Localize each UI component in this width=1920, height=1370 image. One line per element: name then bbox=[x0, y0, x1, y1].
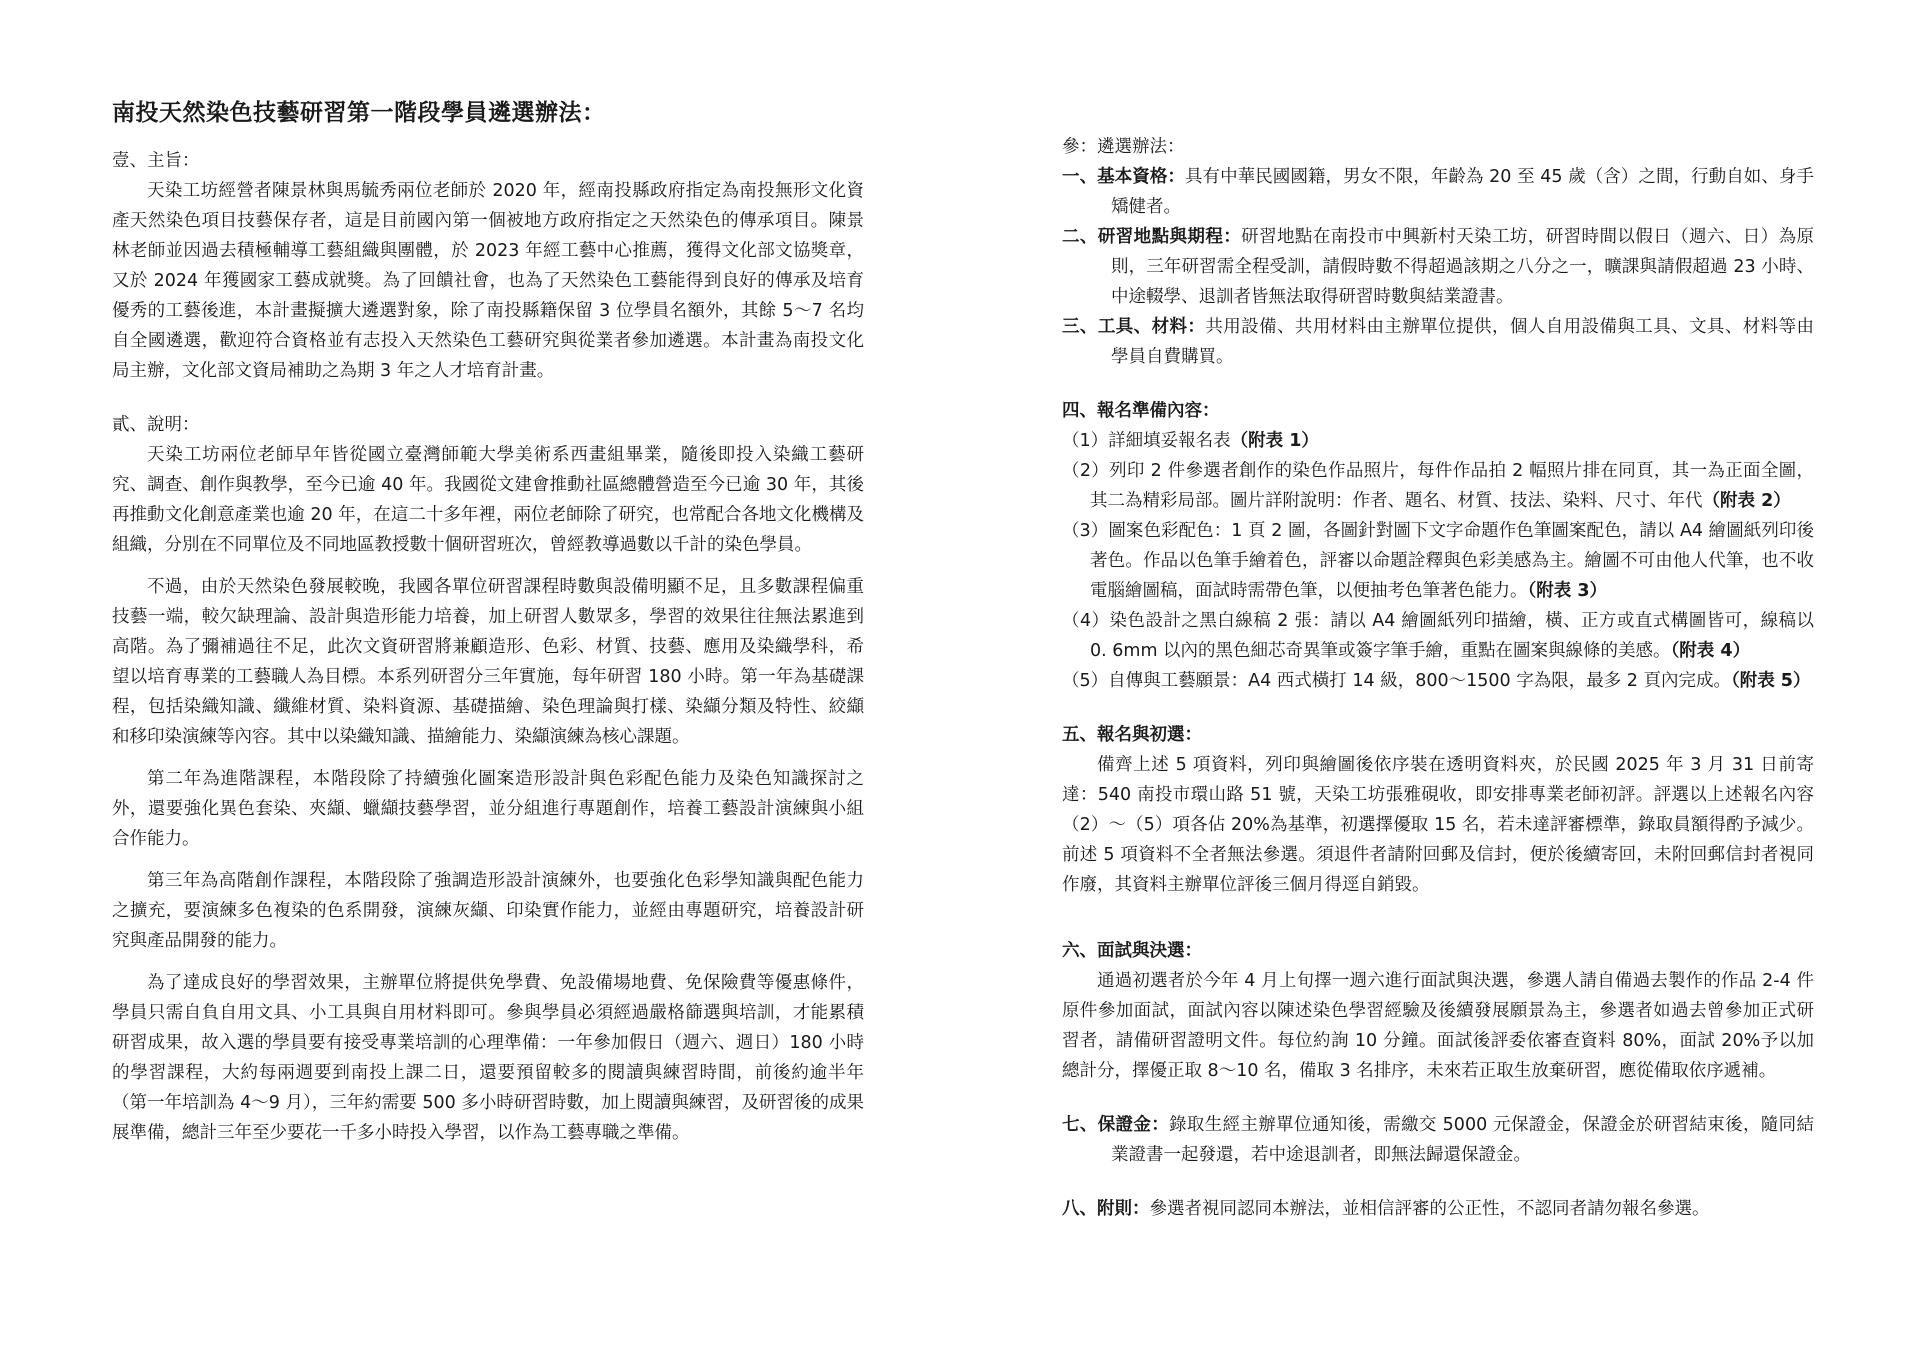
section8-label: 八、附則： bbox=[1062, 1199, 1150, 1219]
document-title: 南投天然染色技藝研習第一階段學員遴選辦法： bbox=[112, 100, 606, 126]
section4-item-attachment: （附表 4） bbox=[1670, 641, 1751, 661]
section5-body: 備齊上述 5 項資料，列印與繪圖後依序裝在透明資料夾，於民國 2025 年 3 月 31 日前寄達：540 南投市環山路 51 號，天染工坊張雅硯收，即安排專業老師初評。評選以上述報名內容（2）～（5）項各佔 20%為基準，初選擇優取 15 名，若未達評審標準，錄取員額得酌予減少。前述 5 項資料不全者無法參選。須退件者請附回郵及信封，便於後續寄回，未附回郵信封者視同作廢，其資料主辦單位評後三個月得逕自銷毀。 bbox=[1062, 755, 1814, 895]
section3-item bbox=[1062, 312, 1814, 372]
section2-paragraph: 為了達成良好的學習效果，主辦單位將提供免學費、免設備場地費、免保險費等優惠條件，學員只需自負自用文具、小工具與自用材料即可。參與學員必須經過嚴格篩選與培訓，才能累積研習成果，故入選的學員要有接受專業培訓的心理準備：一年參加假日（週六、週日）180 小時的學習課程，大約每兩週要到南投上課二日，還要預留較多的閱讀與練習時間，前後約逾半年（第一年培訓為 4～9 月），三年約需要 500 多小時研習時數，加上閱讀與練習，及研習後的成果展準備，總計三年至少要花一千多小時投入學習，以作為工藝專職之準備。 bbox=[112, 973, 864, 1143]
section3-item-text: 研習地點在南投市中興新村天染工坊，研習時間以假日（週六、日）為原則，三年研習需全程受訓，請假時數不得超過該期之八分之一，曠課與請假超過 23 小時、中途輟學、退訓者皆無法取得研習時數與結業證書。 bbox=[1111, 227, 1815, 307]
section7-label: 七、保證金： bbox=[1062, 1115, 1170, 1135]
section8-item bbox=[1062, 1194, 1814, 1224]
section4-item bbox=[1062, 516, 1814, 606]
section4-item-attachment: （附表 5） bbox=[1730, 671, 1811, 691]
spacer bbox=[1062, 696, 1814, 720]
section4-item-attachment: （附表 2） bbox=[1702, 491, 1791, 511]
section1-heading: 壹、主旨： bbox=[112, 151, 200, 171]
section3-item-label: 二、研習地點與期程： bbox=[1062, 227, 1242, 247]
section7-text: 錄取生經主辦單位通知後，需繳交 5000 元保證金，保證金於研習結束後，隨同結業證書一起發還，若中途退訓者，即無法歸還保證金。 bbox=[1111, 1115, 1814, 1165]
section4-item bbox=[1062, 606, 1814, 666]
section4-item-text: （4）染色設計之黑白線稿 2 張：請以 A4 繪圖紙列印描繪，橫、正方或直式構圖皆可，線稿以 0. 6mm 以內的黑色細芯奇異筆或簽字筆手繪，重點在圖案與線條的美感。 bbox=[1062, 611, 1814, 661]
section4-heading: 四、報名準備內容： bbox=[1062, 401, 1220, 421]
section4-item-text: （5）自傳與工藝願景：A4 西式橫打 14 級，800～1500 字為限，最多 2 頁內完成。 bbox=[1062, 671, 1731, 691]
section3-item-label: 一、基本資格： bbox=[1062, 167, 1185, 187]
section5-heading: 五、報名與初選： bbox=[1062, 725, 1202, 745]
spacer bbox=[112, 398, 864, 410]
section4-item-text: （1）詳細填妥報名表 bbox=[1062, 431, 1231, 451]
right-column bbox=[1062, 132, 1814, 1224]
section3-heading: 參：遴選辦法： bbox=[1062, 137, 1185, 157]
spacer bbox=[1062, 372, 1814, 396]
section3-item-text: 具有中華民國國籍，男女不限，年齡為 20 至 45 歲（含）之間，行動自如、身手矯健者。 bbox=[1111, 167, 1814, 217]
section3-item-text: 共用設備、共用材料由主辦單位提供，個人自用設備與工具、文具、材料等由學員自費購買。 bbox=[1111, 317, 1815, 367]
section8-text: 參選者視同認同本辦法，並相信評審的公正性，不認同者請勿報名參選。 bbox=[1149, 1199, 1710, 1219]
spacer bbox=[1062, 1098, 1814, 1110]
section2-paragraph: 不過，由於天然染色發展較晚，我國各單位研習課程時數與設備明顯不足，且多數課程偏重技藝一端，較欠缺理論、設計與造形能力培養，加上研習人數眾多，學習的效果往往無法累進到高階。為了彌補過往不足，此次文資研習將兼顧造形、色彩、材質、技藝、應用及染織學科，希望以培育專業的工藝職人為目標。本系列研習分三年實施，每年研習 180 小時。第一年為基礎課程，包括染織知識、纖維材質、染料資源、基礎描繪、染色理論與打樣、染纈分類及特性、絞纈和移印染演練等內容。其中以染織知識、描繪能力、染纈演練為核心課題。 bbox=[112, 577, 864, 747]
section4-item-text: （2）列印 2 件參選者創作的染色作品照片，每件作品拍 2 幅照片排在同頁，其一為正面全圖，其二為精彩局部。圖片詳附說明：作者、題名、材質、技法、染料、尺寸、年代 bbox=[1062, 461, 1814, 511]
spacer bbox=[1062, 912, 1814, 936]
section4-item bbox=[1062, 456, 1814, 516]
section4-item bbox=[1062, 426, 1814, 456]
left-column bbox=[112, 96, 864, 1160]
section2-heading: 貳、說明： bbox=[112, 415, 200, 435]
section4-item bbox=[1062, 666, 1814, 696]
section7-item bbox=[1062, 1110, 1814, 1170]
spacer bbox=[1062, 1170, 1814, 1194]
section1-body: 天染工坊經營者陳景林與馬毓秀兩位老師於 2020 年，經南投縣政府指定為南投無形文化資產天然染色項目技藝保存者，這是目前國內第一個被地方政府指定之天然染色的傳承項目。陳景林老師並因過去積極輔導工藝組織與團體，於 2023 年經工藝中心推薦，獲得文化部文協獎章，又於 2024 年獲國家工藝成就獎。為了回饋社會，也為了天然染色工藝能得到良好的傳承及培育優秀的工藝後進，本計畫擬擴大遴選對象，除了南投縣籍保留 3 位學員名額外，其餘 5～7 名均自全國遴選，歡迎符合資格並有志投入天然染色工藝研究與從業者參加遴選。本計畫為南投文化局主辦，文化部文資局補助之為期 3 年之人才培育計畫。 bbox=[112, 181, 864, 381]
section2-paragraph: 天染工坊兩位老師早年皆從國立臺灣師範大學美術系西畫組畢業，隨後即投入染織工藝研究、調查、創作與教學，至今已逾 40 年。我國從文建會推動社區總體營造至今已逾 30 年，其後再推動文化創意產業也逾 20 年，在這二十多年裡，兩位老師除了研究，也常配合各地文化機構及組織，分別在不同單位及不同地區教授數十個研習班次，曾經教導過數以千計的染色學員。 bbox=[112, 445, 864, 555]
section6-body: 通過初選者於今年 4 月上旬擇一週六進行面試與決選，參選人請自備過去製作的作品 2-4 件原件參加面試，面試內容以陳述染色學習經驗及後續發展願景為主，參選者如過去曾參加正式研習者，請備研習證明文件。每位約詢 10 分鐘。面試後評委依審查資料 80%，面試 20%予以加總計分，擇優正取 8～10 名，備取 3 名排序，未來若正取生放棄研習，應從備取依序遞補。 bbox=[1062, 971, 1814, 1081]
section3-item bbox=[1062, 222, 1814, 312]
section4-item-attachment: （附表 1） bbox=[1230, 431, 1319, 451]
section2-paragraph: 第二年為進階課程，本階段除了持續強化圖案造形設計與色彩配色能力及染色知識探討之外，還要強化異色套染、夾纈、蠟纈技藝學習，並分組進行專題創作，培養工藝設計演練與小組合作能力。 bbox=[112, 769, 864, 849]
section4-item-attachment: （附表 3） bbox=[1527, 581, 1608, 601]
section3-item-label: 三、工具、材料： bbox=[1062, 317, 1206, 337]
section2-paragraph: 第三年為高階創作課程，本階段除了強調造形設計演練外，也要強化色彩學知識與配色能力之擴充，要演練多色複染的色系開發，演練灰纈、印染實作能力，並經由專題研究，培養設計研究與產品開發的能力。 bbox=[112, 871, 864, 951]
section4-item-text: （3）圖案色彩配色：1 頁 2 圖，各圖針對圖下文字命題作色筆圖案配色，請以 A4 繪圖紙列印後著色。作品以色筆手繪着色，評審以命題詮釋與色彩美感為主。繪圖不可由他人代筆，也不收電腦繪圖稿，面試時需帶色筆，以便抽考色筆著色能力。 bbox=[1062, 521, 1814, 601]
section3-item bbox=[1062, 162, 1814, 222]
section6-heading: 六、面試與決選： bbox=[1062, 941, 1202, 961]
